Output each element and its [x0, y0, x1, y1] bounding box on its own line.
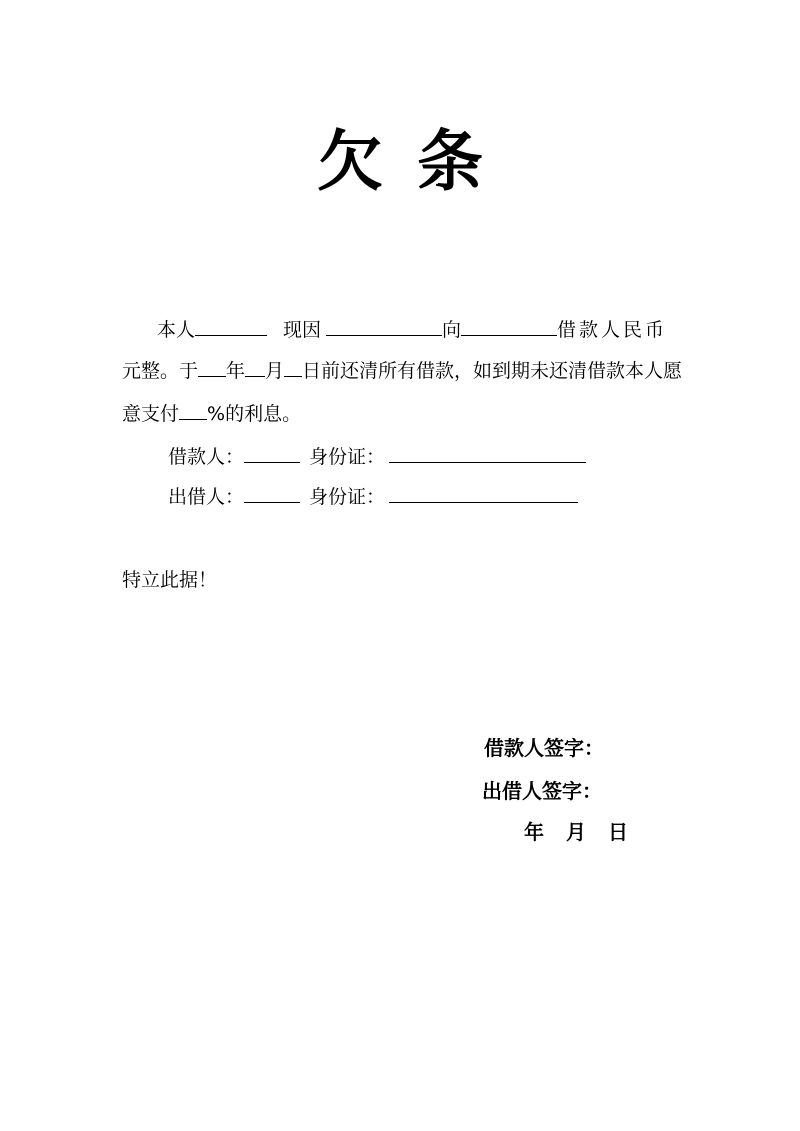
document-title	[0, 122, 800, 202]
lender-signature	[482, 777, 602, 805]
lender-id-blank[interactable]	[389, 483, 578, 503]
body-line-1	[157, 316, 667, 343]
signature-date	[524, 818, 628, 846]
title-char-2: 条	[417, 123, 483, 200]
line2-text-2: 年	[226, 360, 246, 382]
body-line-2	[122, 357, 682, 384]
line2-text-3: 月	[265, 360, 285, 382]
lender-name-blank[interactable]	[244, 483, 300, 503]
year-blank[interactable]	[198, 357, 226, 377]
line3-text-1: 意支付	[122, 403, 180, 425]
lender-label: 出借人：	[168, 486, 245, 508]
borrower-label: 借款人：	[168, 446, 245, 468]
date-month: 月	[566, 820, 586, 844]
title-char-1: 欠	[317, 123, 383, 200]
borrower-id-blank[interactable]	[389, 443, 586, 463]
lender-blank[interactable]	[461, 316, 557, 336]
line1-text-1: 本人	[157, 319, 196, 341]
borrower-signature	[484, 734, 604, 762]
line1-text-2: 现因	[283, 319, 322, 341]
borrower-name-blank[interactable]	[244, 443, 300, 463]
reason-blank[interactable]	[326, 316, 442, 336]
lender-line	[168, 483, 578, 510]
line2-text-1: 元整。于	[122, 360, 199, 382]
day-blank[interactable]	[284, 357, 302, 377]
lender-id-label: 身份证：	[309, 486, 386, 508]
lender-sign-label: 出借人签字：	[482, 779, 602, 803]
closing-text: 特立此据！	[122, 569, 218, 591]
line2-text-4: 日前还清所有借款，如到期未还清借款本人愿	[302, 360, 683, 382]
borrower-id-label: 身份证：	[309, 446, 386, 468]
borrower-sign-label: 借款人签字：	[484, 736, 604, 760]
body-line-3	[122, 400, 301, 427]
date-day: 日	[608, 820, 628, 844]
date-year: 年	[524, 820, 544, 844]
line3-text-2: %的利息。	[207, 403, 302, 425]
month-blank[interactable]	[245, 357, 265, 377]
name-blank[interactable]	[195, 316, 267, 336]
borrower-line	[168, 443, 586, 470]
line1-text-4: 借款人民币	[557, 319, 668, 341]
interest-blank[interactable]	[179, 400, 207, 420]
closing-statement	[122, 567, 217, 593]
line1-text-3: 向	[442, 319, 462, 341]
